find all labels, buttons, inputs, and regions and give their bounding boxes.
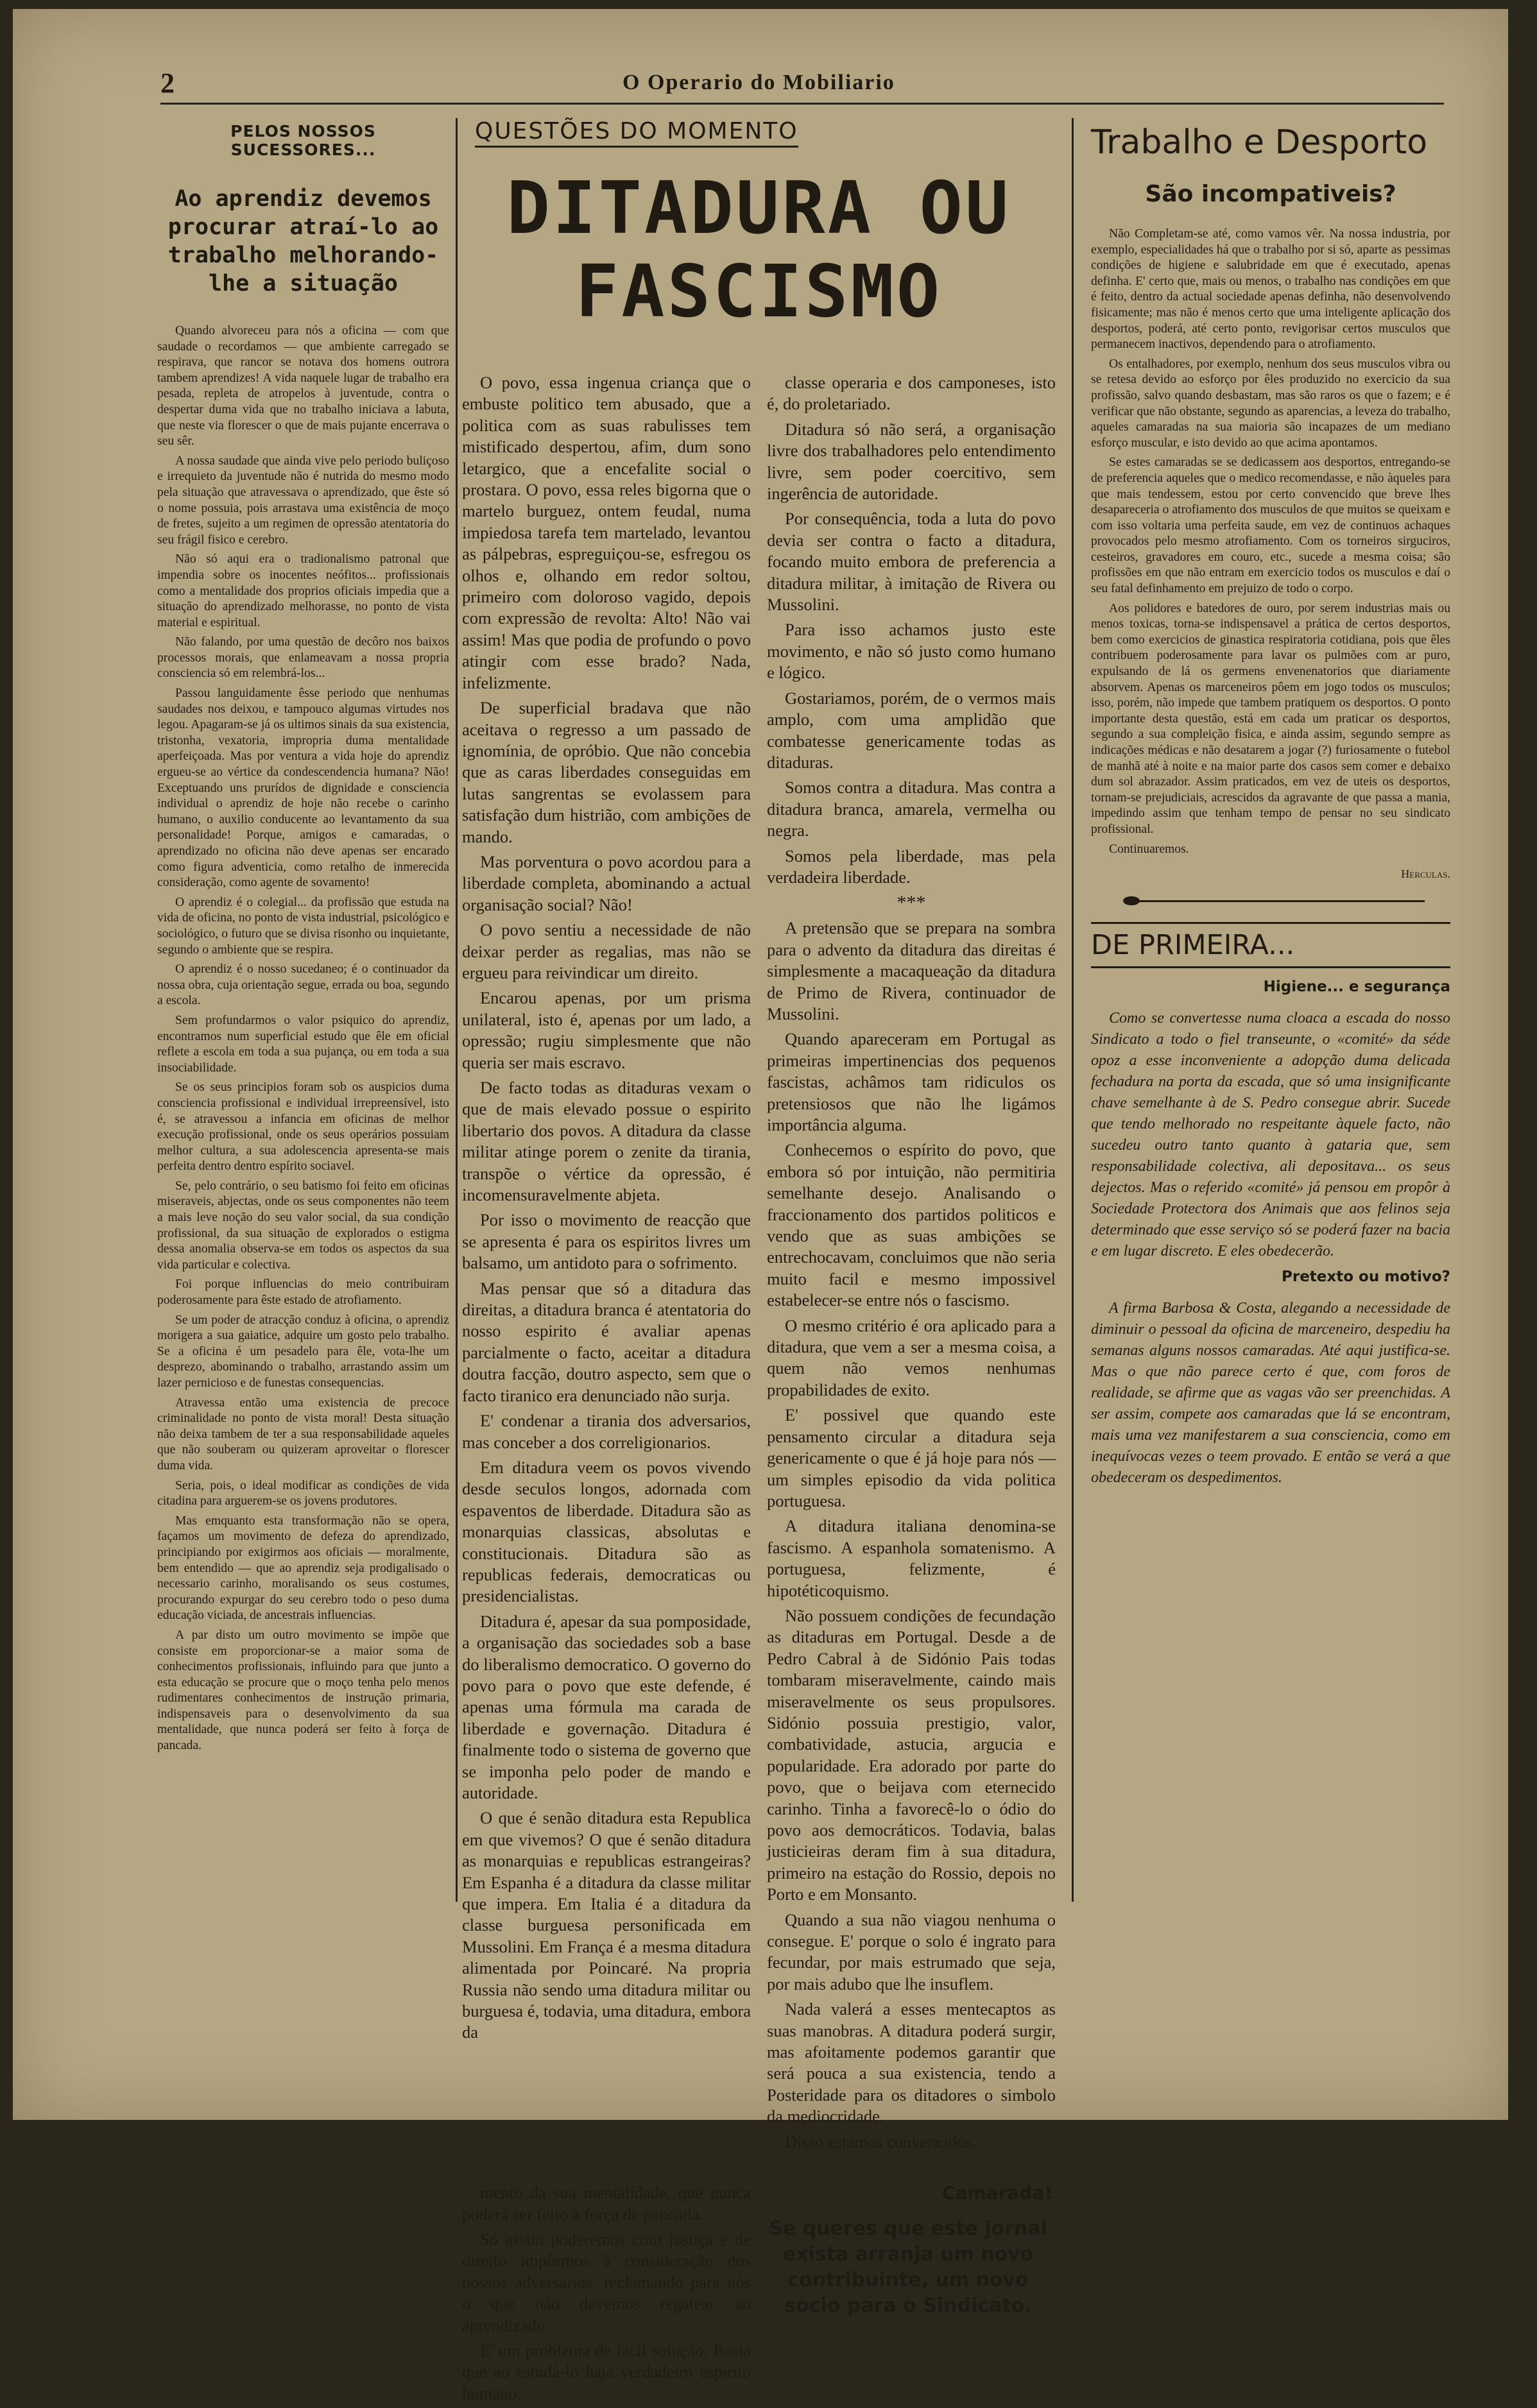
left-article-continuation: [462, 2182, 751, 2408]
paragraph: Não possuem condições de fecundação as ditaduras em Portugal. Desde a de Pedro Cabral à de Sidónio Pais todas tombaram miseravelmente, caindo mais miseravelmente os seus propulsores. Sidónio possuia prestigio, valor, combatividade, astucia, argucia e popularidade. Era adorado por parte do povo, que o beijava com eternecido carinho. Tinha a favorecê-lo o ódio do povo aos democráticos. Todavia, balas justicieiras deram fim à sua ditadura, primeiro na estação do Rossio, depois no Porto e em Monsanto.: [767, 1605, 1056, 1904]
center-subcolumn-b: [767, 372, 1056, 2156]
paragraph: Continuaremos.: [1109, 842, 1189, 856]
italic-note: [1091, 1298, 1450, 1489]
left-kicker: PELOS NOSSOS SUCESSORES...: [230, 122, 376, 159]
notice-label: Camarada!: [942, 2182, 1052, 2204]
paragraph: Foi porque influencias do meio contribuiram poderosamente para êste estado de atrofiamento.: [157, 1277, 449, 1308]
paragraph: De facto todas as ditaduras vexam o que de mais elevado possue o espirito libertario dos povos. A ditadura da classe militar atinge porem o zenite da tirania, transpõe o vértice da opressão, é incomensuravelmente abjeta.: [462, 1078, 751, 1205]
paragraph: Se um poder de atracção conduz à oficina, o aprendiz morigera a sua gaiatice, adquire um gosto pelo trabalho. Se a oficina é um pesadelo para êle, vota-lhe um desprezo, abominando o trabalho, arrastando assim um lazer pernicioso e de funestas consequencias.: [157, 1313, 449, 1390]
paragraph: A nossa saudade que ainda vive pelo periodo buliçoso e irrequieto da juventude não é nutrida do mesmo modo pela situação que atravessava o aprendizado, que êste só o nome possuia, pois arrastava uma existência de moço de fretes, sujeito a um regimen de opressão atentatoria do seu frágil fisico e cerebro.: [157, 454, 449, 547]
paragraph: O aprendiz é o nosso sucedaneo; é o continuador da nossa obra, cuja orientação segue, errada ou boa, segundo a escola.: [157, 962, 449, 1008]
paragraph: Mas emquanto esta transformação não se opera, façamos um movimento de defeza do aprendizado, principiando por exigirmos aos oficiais — moralmente, bem entendido — que ao aprendiz seja prodigalisado o necessario carinho, moralisando os seus costumes, procurando expurgar do seu cerebro todo o peso duma educação viciada, de ancestrais influencias.: [157, 1514, 449, 1623]
italic-note: [1091, 1008, 1450, 1262]
paragraph: Como se convertesse numa cloaca a escada do nosso Sindicato a todo o fiel transeunte, o «comité» da séde opoz a esse inconveniente a adopção duma delicada fechadura na porta da escada, que só uma insignificante chave semelhante à de S. Pedro consegue abrir. Sucede que tendo melhorado no respeitante àquele facto, não sucedeu outro tanto quanto à gataria que, sem responsabilidade colectiva, ali depositava... os seus dejectos. Mas o referido «comité» já pensou em propôr à Sociedade Protectora dos Animais que aos felinos seja determinado que esse serviço só se poderá fazer na bacia e em lugar discreto. E eles obedecerão.: [1091, 1010, 1450, 1260]
paragraph: Quando a sua não viagou nenhuma o consegue. E' porque o solo é ingrato para fecundar, por mais estrumado que seja, por mais adubo que lhe insuflem.: [767, 1909, 1056, 1994]
running-header: [160, 64, 1444, 105]
ornament-divider: [1091, 894, 1450, 909]
paragraph: Conhecemos o espírito do povo, que embora só por intuição, não permitiria semelhante desejo. Analisando o fraccionamento dos partidos politicos e vendo que as suas ambições se entrechocavam, concluimos que não seria muito facil e mesmo impossivel estabelecer-se entre nós o fascismo.: [767, 1140, 1056, 1310]
center-article-body: [462, 372, 1056, 2156]
paragraph: Ditadura é, apesar da sua pomposidade, a organisação das sociedades sob a base do liberalismo democratico. O governo do povo para o povo que este defende, é apenas uma fórmula ma carada de liberdade e governação. Ditadura é finalmente todo o sistema de governo que se imponha pelo poder de mando e autoridade.: [462, 1611, 751, 1802]
paragraph: Passou languidamente êsse periodo que nenhumas saudades nos deixou, e tampouco algumas virtudes nos legou. Apagaram-se já os ultimos sinais da sua existencia, tristonha, vexatoria, impropria duma mentalidade aperfeiçoada. Mas por ventura a vida hoje do aprendiz ergueu-se ao vértice da condescendencia humana? Não! Exceptuando uns prurídos de dignidade e consciencia individual o aprendiz de hoje não recebe o carinho humano, o auxilio conducente ao levantamento da sua personalidade! Porque, amigos e camaradas, o aprendizado no oficina não deve apenas ser encarado como figura adventicia, como retalho de inmerecida consideração, como agente de sovamento!: [157, 687, 449, 890]
paragraph: Gostariamos, porém, de o vermos mais amplo, com uma amplidão que combatesse genericamente todas as ditaduras.: [767, 688, 1056, 772]
section-label: QUESTÕES DO MOMENTO: [475, 118, 798, 148]
paragraph: Só assim poderemos com justiça e de direito impôrmos à consideração dos nossos adversarios, reclamando para nós o que não devemos regatear ao aprendizado.: [462, 2229, 751, 2335]
subsection-tag: Higiene... e segurança: [1263, 978, 1450, 996]
center-lower-block: [462, 2182, 1056, 2408]
paragraph: Não só aqui era o tradionalismo patronal que impendia sobre os inocentes neófitos... profissionais como a mentalidade dos proprios oficiais impedia que a situação do aprendizado melhorasse, no ponto de vista material e espiritual.: [157, 552, 449, 629]
left-headline: Ao aprendiz devemos procurar atraí-lo ao trabalho melhorando-lhe a situação: [167, 186, 439, 296]
right-headline: Trabalho e Desporto: [1091, 123, 1428, 162]
paragraph: Seria, pois, o ideal modificar as condições de vida citadina para arguerem-se os jovens produtores.: [157, 1478, 449, 1508]
paragraph: E' um problema de facil solução. Basta que ao estudá-lo haja verdadeiro espirito humano.: [462, 2340, 751, 2403]
paragraph: Somos contra a ditadura. Mas contra a ditadura branca, amarela, vermelha ou negra.: [767, 778, 1056, 841]
paragraph: Se os seus principios foram sob os auspicios duma consciencia profissional e individual irrepreensível, isto é, se atravessou a infancia em oficinas de melhor execução profissional, onde os seus operários possuiam melhor cultura, a sua adolescencia apresenta-se mais perfeita dentro dentro espírito sociavel.: [157, 1080, 449, 1174]
paragraph: Por isso o movimento de reacção que se apresenta é para os espiritos livres um balsamo, um antidoto para o sofrimento.: [462, 1210, 751, 1273]
paragraph: E' condenar a tirania dos adversarios, mas conceber a dos correligionarios.: [462, 1411, 751, 1452]
column-divider: [456, 118, 458, 1902]
newspaper-title: O Operario do Mobiliario: [623, 71, 895, 94]
paragraph: Não Completam-se até, como vamos vêr. Na nossa industria, por exemplo, especialidades há que o trabalho por si só, aparte as pessimas condições de higiene e salubridade em que é executado, apenas definha. E' certo que, mais ou menos, o trabalho nas condições em que é feito, dentro da actual sociedade apenas definha, não desenvolvendo fisicamente; mas não é menos certo que uma inteligente aplicação dos desportos, poderá, até certo ponto, revigorisar certos musculos que permanecem inactivos, dependendo para o atrofiamento.: [1091, 227, 1450, 352]
section2-title: DE PRIMEIRA...: [1091, 922, 1450, 968]
paragraph: Por consequência, toda a luta do povo devia ser contra o facto a ditadura, focando muito embora de preferencia a ditadura militar, à imitação de Rivera ou Mussolini.: [767, 509, 1056, 615]
paragraph: Sem profundarmos o valor psiquico do aprendiz, encontramos num superficial estudo que êle em oficial reflete a escola em toda a sua pujança, ou em toda a sua insociabilidade.: [157, 1013, 449, 1075]
notice-text: Se queres que este jornal exista arranja um novo contribuinte, um novo socio para o Sindicato.: [769, 2217, 1047, 2318]
paragraph: Para isso achamos justo este movimento, e não só justo como humano e lógico.: [767, 620, 1056, 683]
left-article-body: [157, 323, 449, 1754]
paragraph: A par disto um outro movimento se impõe que consiste em proporcionar-se a maior soma de conhecimentos profissionais, influindo para que junto a esta educação se procure que o moço tenha pelo menos rudimentares conhecimentos de instrução primaria, indispensaveis para o desenvolvimento da sua mentalidade, que nunca poderá ser feito à força de pancada.: [157, 1628, 449, 1753]
paragraph: O povo sentiu a necessidade de não deixar perder as regalias, mas não se ergueu para reivindicar um direito.: [462, 920, 751, 982]
paragraph: Quando alvoreceu para nós a oficina — com que saudade o recordamos — que ambiente carregado se respirava, que rancor se notava dos homens outrora tambem aprendizes! A vida naquele lugar de trabalho era pesada, repleta de atropelos à juventude, contra o despertar duma vida que no trabalho iniciava a labuta, que neste via florescer o que de mais pujante encerrava o seu sêr.: [157, 324, 449, 448]
paragraph: Quando apareceram em Portugal as primeiras impertinencias dos pequenos fascistas, achâmos tam ridiculos os pretensiosos que não lhe ligámos importância alguma.: [767, 1029, 1056, 1134]
section-stars: ***: [897, 892, 926, 914]
paragraph: Se, pelo contrário, o seu batismo foi feito em oficinas miseraveis, abjectas, onde os seus componentes não teem a mais leve noção do seu valor social, da sua condição profissional, da sua situação de explorados o estigma dessa anomalia observa-se em todos os aspectos da sua vida particular e colectiva.: [157, 1179, 449, 1272]
center-column: [462, 118, 1056, 2403]
center-headline: DITADURA OU FASCISMO: [506, 167, 1011, 334]
column-divider: [1072, 118, 1074, 1902]
left-column: [157, 118, 449, 2075]
right-article-body: [1091, 226, 1450, 857]
paragraph: Se estes camaradas se se dedicassem aos desportos, entregando-se de preferencia aqueles que o medico recomendasse, e não àqueles para que mais tendessem, estou por certo convencido que breve lhes desapareceria o atrofiamento dos musculos de que muitos se queixam e com isso voltaria uma perfeita saude, em vez de continuos achaques provocados pelo mesmo atrofiamento. Com os torneiros sirguciros, cesteiros, gravadores em couro, etc., sucede a mesma coisa; são profissões em que não entram em exercicio todos os musculos e daí o seu fatal definhamento em prejuizo de todo o corpo.: [1091, 456, 1450, 596]
paragraph: Em ditadura veem os povos vivendo desde seculos longos, adornada com espaventos de liberdade. Ditadura são as monarquias classicas, absolutas e constitucionais. Ditadura são as republicas federais, democraticas ou presidencialistas.: [462, 1457, 751, 1606]
right-column: [1091, 118, 1450, 2075]
paragraph: Não falando, por uma questão de decôro nos baixos processos morais, que enlameavam a nossa propria consciencia só em relembrá-los...: [157, 635, 449, 681]
paragraph: Aos polidores e batedores de ouro, por serem industrias mais ou menos toxicas, torna-se indispensavel a prática de certos desportos, bem como exercicios de ginastica respiratoria cotidiana, pois que êles contribuem poderosamente para lavar os pulmões com ar puro, expulsando de lá os germens envenenatorios que diariamente absorvem. Apenas os marceneiros pôem em jogo todos os musculos; isso, porém, não impede que tambem pratiquem os desportos. O ponto importante desta questão, está em cada um praticar os desportos, segundo a sua compleição fisica, e ainda assim, segundo sempre as indicações médicas e não desatarem a jogar (?) furiosamente o futebol de manhã até à noite e na maior parte dos casos sem comer e debaixo dum sol abrazador. Assim praticados, em vez de uteis os desportos, tornam-se prejudiciais, acrescidos da agravante de que passa a mania, impedindo assim que tenham tempo de pensar no seu sindicato profissional.: [1091, 601, 1450, 836]
paragraph: A firma Barbosa & Costa, alegando a necessidade de diminuir o pessoal da oficina de marceneiro, despediu ha semanas alguns nossos camaradas. Até aqui justifica-se. Mas o que não parece certo é que, com foros de realidade, se afirme que as vagas vão ser preenchidas. A ser assim, compete aos camaradas que lá se encontram, mais uma vez manifestarem a sua consciencia, como em inequívocas vezes o teem provado. E então se verá a que obedeceram os despedimentos.: [1091, 1300, 1450, 1487]
paragraph: mento da sua mentalidade, que nunca poderá ser feito à força de pancada.: [462, 2183, 751, 2224]
sindicato-notice: [764, 2182, 1052, 2408]
paragraph: E' possivel que quando este pensamento circular a ditadura seja genericamente o que é já hoje para nós — um simples episodio da vida politica portuguesa.: [767, 1405, 1056, 1510]
paragraph: classe operaria e dos camponeses, isto é, do proletariado.: [767, 373, 1056, 414]
paragraph: Nada valerá a esses mentecaptos as suas manobras. A ditadura poderá surgir, mas afoitamente podemos garantir que será pouca a sua existencia, tendo a Posteridade para os ditadores o simbolo da mediocridade.: [767, 1999, 1056, 2126]
page-number: 2: [160, 67, 175, 99]
paragraph: O que é senão ditadura esta Republica em que vivemos? O que é senão ditadura as monarquias e republicas estrangeiras? Em Espanha é a ditadura da classe militar que impera. Em Italia é a ditadura da classe burguesa personificada em Mussolini. Em França é a mesma ditadura alimentada por Poincaré. Na propria Russia não sendo uma ditadura militar ou burguesa é, todavia, uma ditadura, embora da: [462, 1808, 751, 2042]
paragraph: Mas porventura o povo acordou para a liberdade completa, abominando a actual organisação social? Não!: [462, 851, 751, 914]
paragraph: Somos pela liberdade, mas pela verdadeira liberdade.: [767, 846, 1056, 887]
paragraph: A ditadura italiana denomina-se fascismo. A espanhola somatenismo. A portuguesa, felizmente, é hipotéticoquismo.: [767, 1516, 1056, 1600]
subsection-tag: Pretexto ou motivo?: [1282, 1268, 1450, 1286]
right-subheadline: São incompativeis?: [1145, 181, 1396, 207]
paragraph: Disso estamos convencidos.: [785, 2131, 977, 2151]
paragraph: Encarou apenas, por um prisma unilateral, isto é, apenas por um lado, a opressão; rugiu simplesmente que não queria ser mais escravo.: [462, 988, 751, 1072]
paragraph: A pretensão que se prepara na sombra para o advento da ditadura das direitas é simplesmente a macaqueação da ditadura de Primo de Rivera, continuador de Mussolini.: [767, 918, 1056, 1023]
paragraph: Atravessa então uma existencia de precoce criminalidade no ponto de vista moral! Desta situação não deixa tambem de ter a sua responsabilidade aqueles que não souberam ou quizeram aproveitar o florescer duma vida.: [157, 1396, 449, 1473]
paragraph: O povo, essa ingenua criança que o embuste politico tem abusado, que a politica com as suas rabulisses tem mistificado despertou, afim, dum sono letargico, que a encefalite social o prostara. O povo, essa reles bigorna que o martelo burguez, ontem feudal, numa impiedosa tarefa tem martelado, levantou as pálpebras, espreguiçou-se, esfregou os olhos e, olhando em redor soltou, primeiro com doloroso vagido, depois com expressão de revolta: Alto! Não vai assim! Mas que podia de profundo o povo atingir com esse brado? Nada, infelizmente.: [462, 373, 751, 692]
paragraph: Mas pensar que só a ditadura das direitas, a ditadura branca é atentatoria do nosso espirito é avaliar apenas parcialmente o facto, aceitar a ditadura doutra facção, doutro aspecto, sem que o facto tiranico era denunciado não surja.: [462, 1278, 751, 1405]
newspaper-page: [13, 9, 1508, 2403]
center-subcolumn-a: [462, 372, 751, 2156]
paragraph: O aprendiz é o colegial... da profissão que estuda na vida de oficina, no ponto de vista industrial, psicológico e sociológico, o futuro que se divisa risonho ou inquietante, segundo o ambiente que se respira.: [157, 895, 449, 957]
paragraph: O mesmo critério é ora aplicado para a ditadura, que vem a ser a mesma coisa, a quem não vemos nenhumas propabilidades de exito.: [767, 1315, 1056, 1399]
author-signature: Herculas.: [1401, 867, 1450, 881]
paragraph: Os entalhadores, por exemplo, nenhum dos seus musculos vibra ou se retesa devido ao esforço por êles produzido no exercicio da sua profissão, salvo quando desbastam, mas são raros os que o fazem; e é verificar que não obstante, segundo as aparencias, a leveza do trabalho, aqueles camaradas na sua maioria são incapazes de um mediano esforço muscular, e isto devido ao que acima apontamos.: [1091, 357, 1450, 450]
paragraph: De superficial bradava que não aceitava o regresso a um passado de ignomínia, de opróbio. Que não concebia que as caras liberdades conseguidas em lutas sangrentas se evolassem para satisfação dum histrião, com ambições de mando.: [462, 698, 751, 846]
paragraph: Ditadura só não será, a organisação livre dos trabalhadores pelo entendimento livre, sem poder coercitivo, sem ingerência de autoridade.: [767, 419, 1056, 504]
